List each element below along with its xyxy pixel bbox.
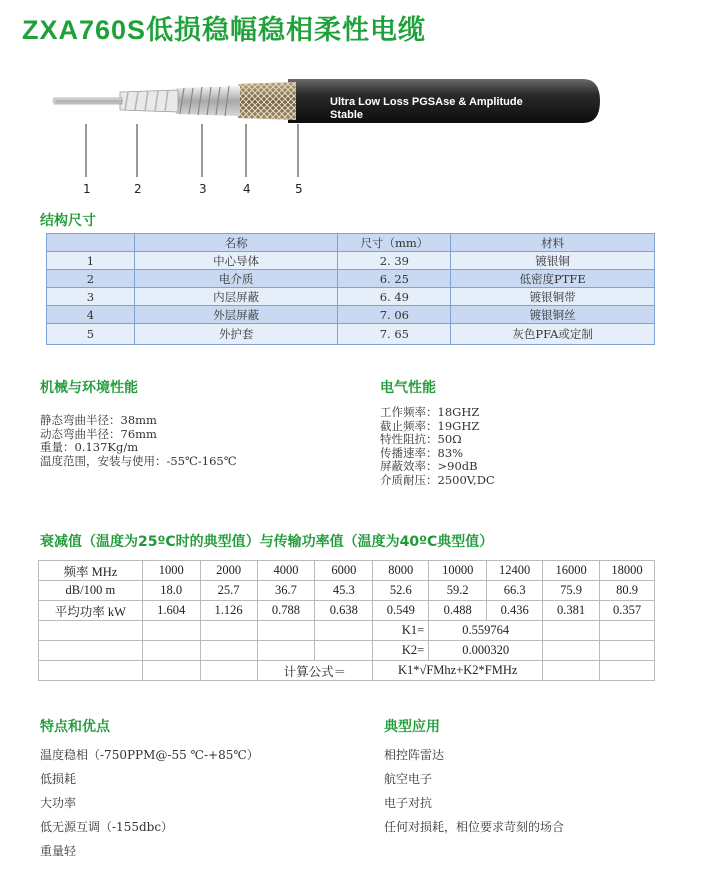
cable-label-line1: Ultra Low Loss PGSAse & Amplitude [330,96,523,108]
list-item: 低无源互调（-155dbc） [40,820,174,834]
spec-line: 特性阻抗：50Ω [380,432,462,447]
list-item: 大功率 [40,796,77,810]
spec-line: 重量：0.137Kg/m [40,440,139,455]
table-cell: 18.0 [142,581,200,601]
table-cell: 平均功率 kW [39,601,143,621]
table-cell: 2 [47,270,135,288]
attenuation-table [38,560,655,681]
list-item: 航空电子 [384,772,433,786]
mechanical-specs [40,414,237,468]
table-row [39,581,655,601]
table-cell: 4000 [257,561,315,581]
attenuation-heading: 衰减值（温度为25ºC时的典型值）与传输功率值（温度为40ºC典型值） [40,534,494,550]
table-cell: 0.381 [543,601,600,621]
applications-heading: 典型应用 [384,719,440,735]
table-cell: 8000 [373,561,429,581]
table-cell: 18000 [600,561,655,581]
table-row [39,601,655,621]
table-cell: 1.604 [142,601,200,621]
table-cell: 外护套 [134,324,338,345]
table-cell: 1 [47,252,135,270]
table-header-cell [47,234,135,252]
table-cell: 0.788 [257,601,315,621]
list-item: 重量轻 [40,844,77,858]
table-cell: 16000 [543,561,600,581]
table-cell: 0.436 [487,601,543,621]
callout-number: 2 [134,182,142,196]
table-cell: 10000 [429,561,487,581]
table-cell: 0.638 [315,601,373,621]
k1-label: K1= [373,621,429,641]
spec-line: 静态弯曲半径：38mm [40,413,157,427]
callout-number: 4 [243,182,251,196]
table-cell: 12400 [487,561,543,581]
table-row [47,288,655,306]
electrical-specs [380,406,495,488]
table-cell: 6000 [315,561,373,581]
k1-value: 0.559764 [429,621,543,641]
spec-line: 动态弯曲半径：76mm [40,426,157,441]
callout-number: 5 [295,182,303,196]
table-cell: 1.126 [200,601,257,621]
table-cell: 0.357 [600,601,655,621]
table-cell: 镀银铜 [451,252,655,270]
table-cell: 频率 MHz [39,561,143,581]
table-cell: 36.7 [257,581,315,601]
table-header-cell: 尺寸（mm） [338,234,451,252]
center-conductor [54,98,122,104]
list-item: 任何对损耗，相位要求苛刻的场合 [384,820,565,834]
table-row [39,641,655,661]
spec-line: 温度范围，安装与使用：-55℃-165℃ [40,453,237,468]
page-title [22,8,426,47]
table-cell: 6. 49 [338,288,451,306]
table-cell: 灰色PFA或定制 [451,324,655,345]
spec-line: 工作频率：18GHZ [380,405,480,419]
table-cell: 低密度PTFE [451,270,655,288]
table-cell: 66.3 [487,581,543,601]
table-row [39,561,655,581]
table-cell: 镀银铜带 [451,288,655,306]
cable-label-line2: Stable [330,109,364,121]
table-cell: 3 [47,288,135,306]
table-cell: 电介质 [134,270,338,288]
spec-line: 截止频率：19GHZ [380,418,480,433]
formula-value: K1*√FMhz+K2*FMHz [373,661,543,681]
product-name: 低损稳幅稳相柔性电缆 [146,15,427,46]
table-cell: 6. 25 [338,270,451,288]
table-cell: 80.9 [600,581,655,601]
table-cell: 外层屏蔽 [134,306,338,324]
k2-label: K2= [373,641,429,661]
product-model: ZXA760S [22,15,147,45]
k2-value: 0.000320 [429,641,543,661]
table-cell: 75.9 [543,581,600,601]
structure-table [46,233,655,345]
callout-number: 3 [199,182,207,196]
table-cell: 59.2 [429,581,487,601]
table-cell: 4 [47,306,135,324]
applications-list [384,743,564,839]
list-item: 相控阵雷达 [384,748,445,762]
table-cell: 2000 [200,561,257,581]
table-row [47,306,655,324]
table-cell: 1000 [142,561,200,581]
table-cell: 镀银铜丝 [451,306,655,324]
table-row [47,270,655,288]
table-cell: 0.549 [373,601,429,621]
list-item: 温度稳相（-750PPM@-55 ℃-+85℃） [40,748,259,762]
table-row [47,324,655,345]
table-cell: 25.7 [200,581,257,601]
table-cell: 45.3 [315,581,373,601]
table-row [39,661,655,681]
table-cell: 52.6 [373,581,429,601]
spec-line: 屏蔽效率：>90dB [380,459,478,474]
electrical-heading: 电气性能 [380,380,436,396]
formula-label: 计算公式＝ [257,661,373,681]
dielectric [120,90,178,112]
spec-line: 介质耐压：2500V,DC [380,472,495,487]
spec-line: 传播速率：83% [380,445,464,460]
table-cell: 5 [47,324,135,345]
table-cell: 内层屏蔽 [134,288,338,306]
table-cell: 中心导体 [134,252,338,270]
list-item: 低损耗 [40,772,77,786]
table-header-row [47,234,655,252]
cable-illustration [48,60,608,190]
table-cell: 2. 39 [338,252,451,270]
table-cell: dB/100 m [39,581,143,601]
mechanical-heading: 机械与环境性能 [40,380,138,396]
list-item: 电子对抗 [384,796,433,810]
structure-heading: 结构尺寸 [40,213,96,229]
callout-number: 1 [83,182,91,196]
callout-lines [86,124,298,177]
features-heading: 特点和优点 [40,719,110,735]
table-header-cell: 材料 [451,234,655,252]
table-row [47,252,655,270]
table-cell: 0.488 [429,601,487,621]
table-row [39,621,655,641]
table-cell: 7. 65 [338,324,451,345]
features-list [40,743,259,863]
table-cell: 7. 06 [338,306,451,324]
table-header-cell: 名称 [134,234,338,252]
